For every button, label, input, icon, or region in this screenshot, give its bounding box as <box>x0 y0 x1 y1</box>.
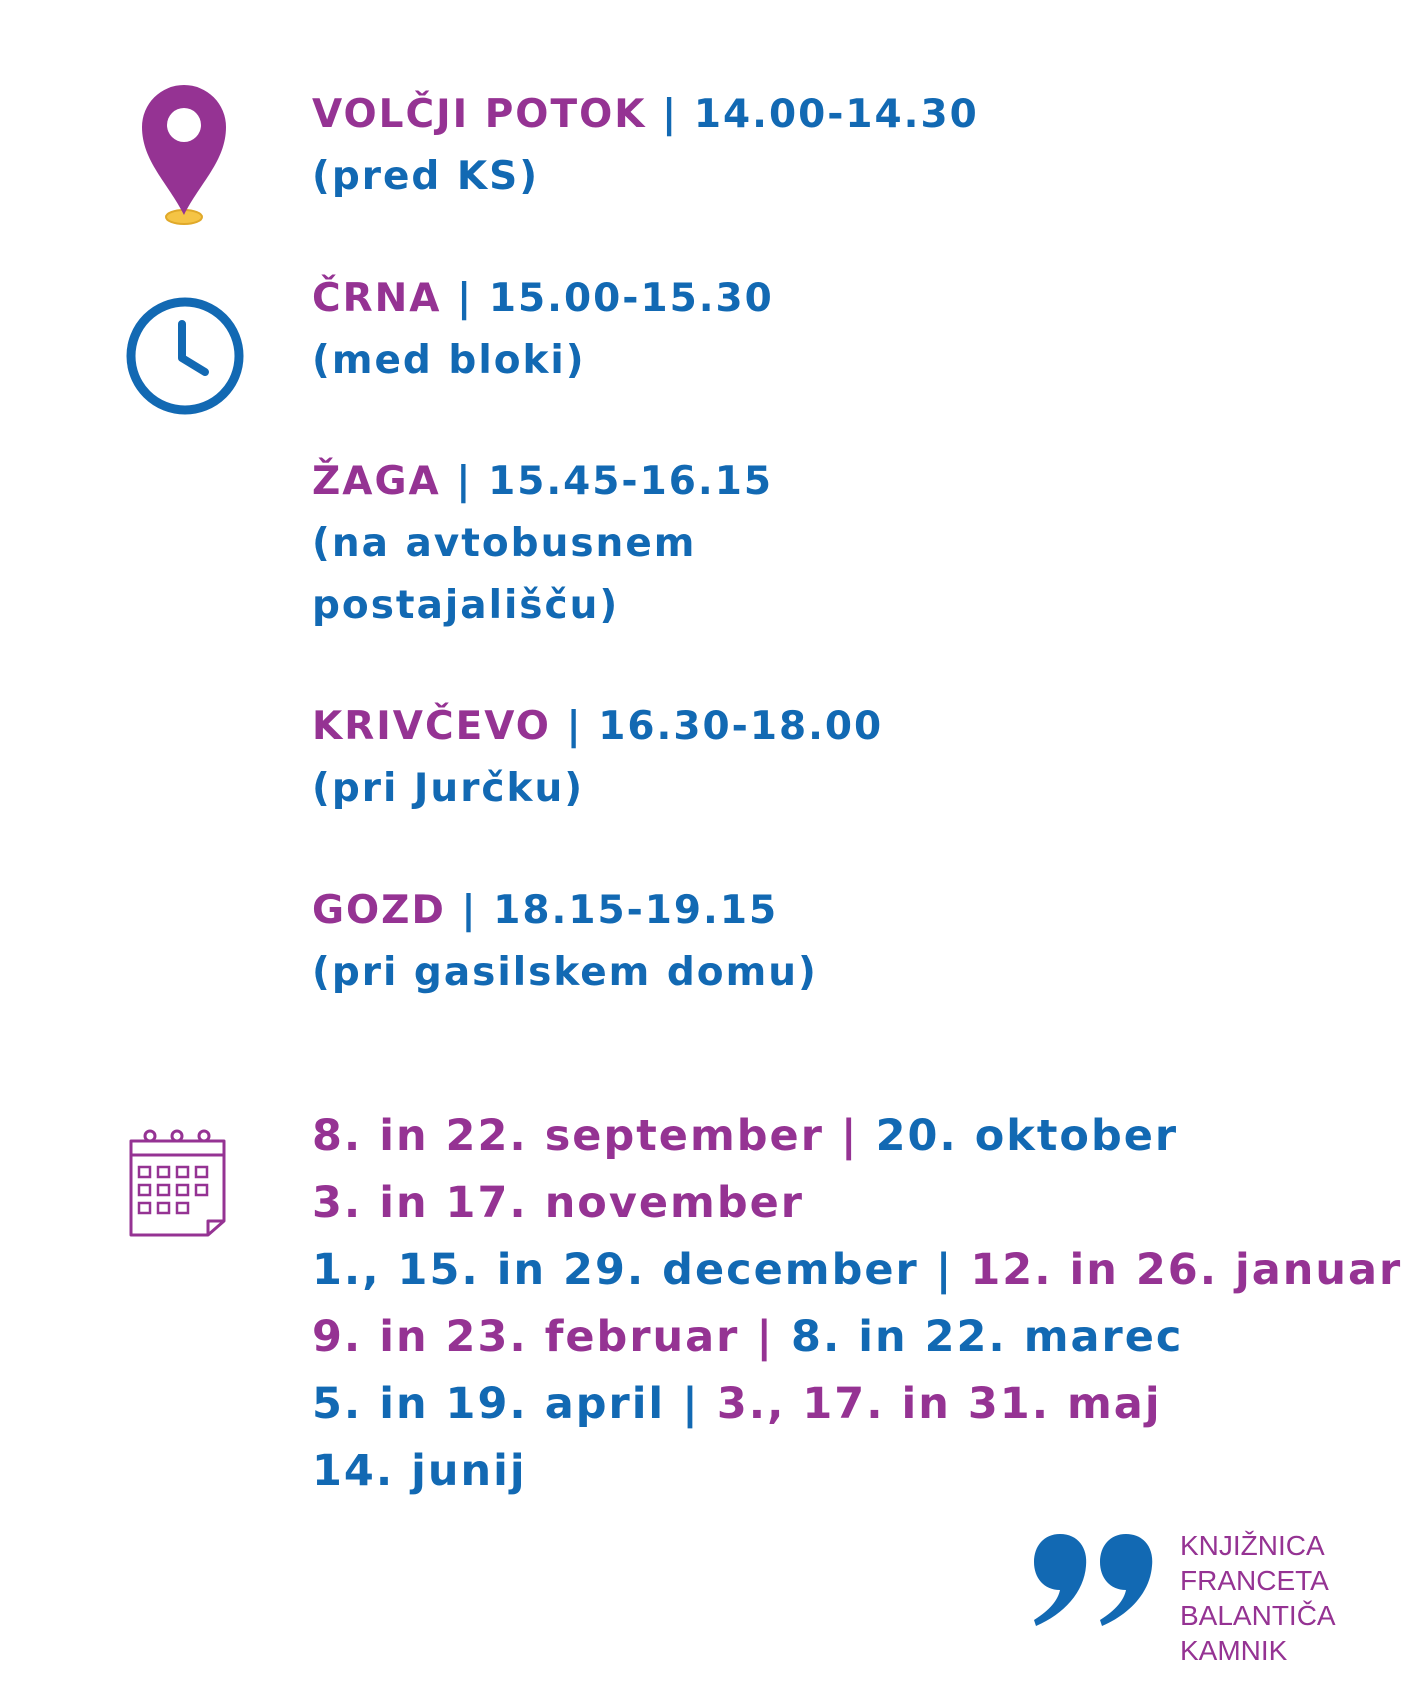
date-text: 1., 15. in 29. december <box>312 1245 919 1295</box>
stop-time: 14.00-14.30 <box>693 92 979 137</box>
separator: | <box>441 276 489 321</box>
clock-icon <box>125 296 245 416</box>
date-text: 12. in 26. januar <box>970 1245 1403 1295</box>
separator: | <box>550 704 599 749</box>
location-pin-icon <box>138 83 230 228</box>
stop-time: 16.30-18.00 <box>598 704 884 749</box>
date-text: 8. in 22. september <box>312 1111 824 1161</box>
stop-place: (pri gasilskem domu) <box>312 950 818 995</box>
stop-time: 15.00-15.30 <box>488 276 774 321</box>
stop-name: ŽAGA <box>312 459 441 504</box>
stop-name: KRIVČEVO <box>312 704 551 749</box>
date-text: 9. in 23. februar <box>312 1312 740 1362</box>
date-text: 20. oktober <box>875 1111 1179 1161</box>
stop-place: (na avtobusnem <box>312 521 697 566</box>
date-list <box>312 1103 1402 1505</box>
separator: | <box>440 459 489 504</box>
date-row: 14. junij <box>312 1446 527 1496</box>
stop-place: (med bloki) <box>312 338 586 383</box>
separator: | <box>739 1312 792 1362</box>
stop-time: 18.15-19.15 <box>493 888 779 933</box>
separator: | <box>445 888 494 933</box>
date-text: 8. in 22. marec <box>791 1312 1184 1362</box>
logo-line: KAMNIK <box>1180 1635 1288 1666</box>
date-row <box>312 1371 1402 1438</box>
stop-time: 15.45-16.15 <box>488 459 773 504</box>
separator: | <box>918 1245 971 1295</box>
separator: | <box>646 92 694 137</box>
logo-line: FRANCETA <box>1180 1565 1329 1596</box>
separator: | <box>823 1111 876 1161</box>
date-row <box>312 1237 1402 1304</box>
stop-gozd <box>312 880 818 1004</box>
separator: | <box>665 1379 717 1429</box>
calendar-icon <box>125 1125 230 1240</box>
stop-place: (pred KS) <box>312 154 540 199</box>
date-text: 3., 17. in 31. maj <box>716 1379 1162 1429</box>
stop-name: VOLČJI POTOK <box>312 92 647 137</box>
date-row <box>312 1304 1402 1371</box>
stop-volcji-potok <box>312 84 979 208</box>
logo-line: KNJIŽNICA <box>1180 1530 1325 1561</box>
stop-krivcevo <box>312 696 883 820</box>
stop-place: postajališču) <box>312 583 620 628</box>
stop-place: (pri Jurčku) <box>312 766 585 811</box>
quote-marks-logo-icon <box>1030 1530 1160 1630</box>
logo-line: BALANTIČA <box>1180 1600 1336 1631</box>
library-logo-text <box>1180 1528 1336 1668</box>
date-row <box>312 1103 1402 1170</box>
stop-name: ČRNA <box>312 276 442 321</box>
date-text: 5. in 19. april <box>312 1379 666 1429</box>
stop-name: GOZD <box>312 888 446 933</box>
stop-zaga <box>312 451 773 637</box>
stop-crna <box>312 268 774 392</box>
date-row: 3. in 17. november <box>312 1178 804 1228</box>
